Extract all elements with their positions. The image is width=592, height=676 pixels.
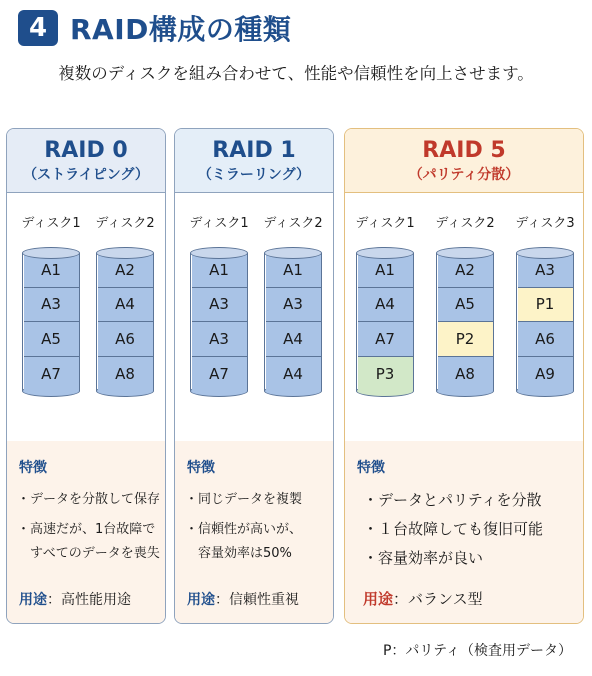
disk [433,213,497,383]
disk-area [175,193,333,439]
data-block: A3 [266,288,321,323]
disk [261,213,325,383]
disk-label: ディスク1 [355,216,415,231]
feature-bullet: ・データとパリティを分散 [363,491,542,509]
page-title: RAID構成の種類 [70,13,292,46]
data-block: A6 [98,322,153,357]
features-title: 特徴 [187,460,215,476]
data-block: A3 [24,288,79,323]
features-title: 特徴 [357,460,385,476]
usage-label: 用途 [187,592,215,608]
data-block: A7 [24,357,79,392]
usage-label: 用途 [19,592,47,608]
data-block: A8 [98,357,153,392]
disk-cylinder-icon [190,247,248,397]
usage-line [19,589,131,609]
data-block: A3 [192,322,247,357]
data-block: A5 [24,322,79,357]
raid-panel-1 [174,128,334,624]
disk-label: ディスク3 [515,216,575,231]
disk-label: ディスク1 [21,216,81,231]
raid-subtitle: （ストライピング） [23,166,149,183]
feature-bullet: ・信頼性が高いが、 [185,522,303,537]
data-block: A4 [266,357,321,392]
features-section [345,441,583,623]
data-block: P1 [518,288,573,323]
features-section [175,441,333,623]
data-block: A2 [438,253,493,288]
raid-name: RAID 5 [422,137,506,163]
parity-legend: P：パリティ（検査用データ） [382,643,572,659]
page-subtitle: 複数のディスクを組み合わせて、性能や信頼性を向上させます。 [58,64,534,83]
panel-header [175,129,333,193]
data-block: A7 [358,322,413,357]
raid-name: RAID 1 [212,137,296,163]
panel-header [7,129,165,193]
disk [187,213,251,383]
data-block: P3 [358,357,413,392]
disk-cylinder-icon [22,247,80,397]
data-block: A1 [24,253,79,288]
feature-bullet: ・１台故障しても復旧可能 [363,520,544,538]
raid-subtitle: （パリティ分散） [408,166,520,183]
data-block: A4 [358,288,413,323]
disk [353,213,417,383]
section-number-badge: 4 [18,10,58,46]
data-block: A3 [192,288,247,323]
usage-value: ：信頼性重視 [215,592,299,608]
data-block: A4 [98,288,153,323]
feature-bullet: すべてのデータを喪失 [17,546,160,561]
disk [19,213,83,383]
feature-bullet: ・データを分散して保存 [17,492,161,507]
data-block: A6 [518,322,573,357]
disk-cylinder-icon [96,247,154,397]
disk-cylinder-icon [264,247,322,397]
disk-area [7,193,165,439]
features-section [7,441,165,623]
disk [93,213,157,383]
feature-bullet: ・容量効率が良い [363,549,484,567]
raid-subtitle: （ミラーリング） [197,166,311,183]
usage-line [363,588,483,609]
feature-list [355,489,577,576]
data-block: A3 [518,253,573,288]
data-block: A2 [98,253,153,288]
usage-line [187,589,299,609]
raid-panel-0 [6,128,166,624]
data-block: A1 [358,253,413,288]
header [18,8,291,48]
panel-header [345,129,583,193]
feature-list [17,489,159,573]
disk-cylinder-icon [516,247,574,397]
data-block: P2 [438,322,493,357]
data-block: A1 [192,253,247,288]
data-block: A8 [438,357,493,392]
disk-label: ディスク1 [189,216,249,231]
feature-bullet: 容量効率は50% [185,546,292,561]
disk-label: ディスク2 [95,216,155,231]
disk-area [345,193,583,439]
data-block: A7 [192,357,247,392]
disk-cylinder-icon [356,247,414,397]
usage-label: 用途 [363,590,394,608]
data-block: A4 [266,322,321,357]
feature-list [185,489,327,573]
raid-panel-2 [344,128,584,624]
usage-value: ：高性能用途 [47,592,131,608]
data-block: A1 [266,253,321,288]
usage-value: ：バランス型 [393,590,483,608]
data-block: A9 [518,357,573,392]
disk-label: ディスク2 [263,216,323,231]
disk-label: ディスク2 [435,216,495,231]
raid-name: RAID 0 [44,137,128,163]
data-block: A5 [438,288,493,323]
feature-bullet: ・同じデータを複製 [185,492,303,507]
features-title: 特徴 [19,460,47,476]
disk [513,213,577,383]
feature-bullet: ・高速だが、1台故障で [17,522,156,537]
disk-cylinder-icon [436,247,494,397]
